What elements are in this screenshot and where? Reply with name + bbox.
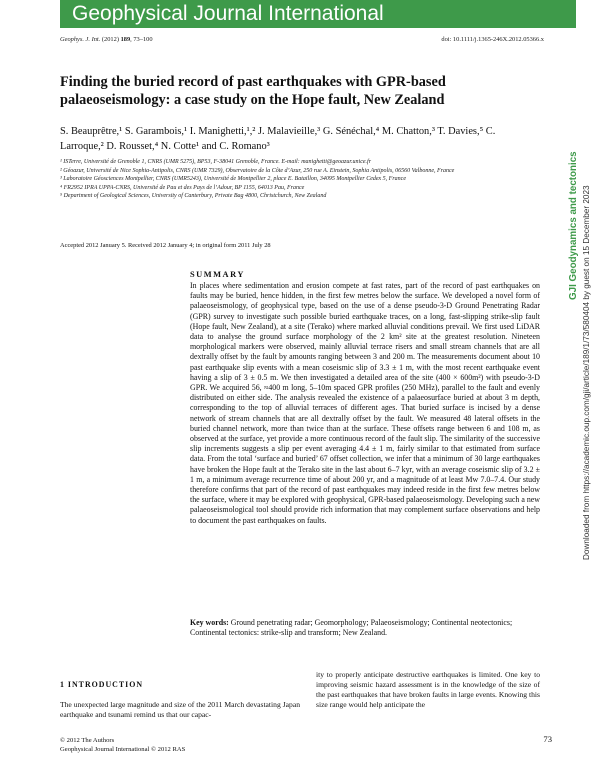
affiliations [60,158,540,201]
affiliation-item: ³ Laboratoire Géosciences Montpellier, CNRS (UMR5243), Université de Montpellier 2, place E. Bataillon, 34095 Montpellier Cedex 5, France [60,176,407,183]
copyright-line: © 2012 The Authors [60,737,115,744]
section-label-vertical: GJI Geodynamics and tectonics [568,151,579,300]
author-list: S. Beauprêtre,¹ S. Garambois,¹ I. Manighetti,¹,² J. Malavieille,³ G. Sénéchal,⁴ M. Chatton,³ T. Davies,⁵ C. Larroque,² D. Rousset,⁴ N. Cotte¹ and C. Romano³ [60,126,496,152]
affiliation-item: ² Géoazur, Université de Nice Sophia-Antipolis, CNRS (UMR 7329), Observatoire de la Côte d’Azur, 250 rue A. Einstein, Sophia Antipolis, 06560 Valbonne, France [60,167,455,174]
copyright-footer [60,736,185,754]
doi[interactable]: doi: 10.1111/j.1365-246X.2012.05366.x [441,36,544,43]
keywords [190,618,540,638]
keywords-label: Key words: [190,618,229,627]
download-notice-vertical[interactable]: Downloaded from https://academic.oup.com/gji/article/189/1/73/580404 by guest on 15 December 2023 [582,185,591,560]
introduction-column-left: The unexpected large magnitude and size of the 2011 March devastating Japan earthquake and tsunami remind us that our capac- [60,700,300,719]
citation-pages: , 73–100 [130,36,153,43]
affiliation-item: ⁵ Department of Geological Sciences, University of Canterbury, Private Bag 4800, Christchurch, New Zealand [60,193,327,200]
article-title: Finding the buried record of past earthquakes with GPR-based palaeoseismology: a case study on the Hope fault, New Zealand [60,74,446,108]
affiliation-item: ¹ ISTerre, Université de Grenoble 1, CNRS (UMR 5275), BP53, F-38041 Grenoble, France. E-mail: manighetti@geoazur.unice.fr [60,159,372,165]
accepted-dates: Accepted 2012 January 5. Received 2012 January 4; in original form 2011 July 28 [60,242,271,249]
page-number: 73 [543,734,552,744]
keywords-text: Ground penetrating radar; Geomorphology; Palaeoseismology; Continental neotectonics; Continental tectonics: strike-slip and transform; New Zealand. [190,618,513,638]
citation-volume: 189 [120,36,131,43]
summary-heading: SUMMARY [190,270,245,279]
copyright-line: Geophysical Journal International © 2012 RAS [60,746,186,753]
affiliation-item: ⁴ FR2952 IPRA UPPA-CNRS, Université de Pau et des Pays de l’Adour, BP 1155, 64013 Pau, France [60,184,305,191]
summary-text: In places where sedimentation and erosion compete at fast rates, part of the record of past earthquakes on faults may be buried, hence hidden, in the first few metres below the surface. We developed a novel form of palaeoseismology, of geophysical type, based on the use of a dense pseudo-3-D Ground Penetrating Radar (GPR) survey to investigate such possible buried earthquake traces, on a long, fast-slipping strike-slip fault (Hope fault, New Zealand), at a site (Terako) where marked alluvial conditions prevail. We first used LiDAR data to analyse the ground surface morphology of the 2 km² site at the greatest resolution. Nineteen morphological markers were observed, mainly alluvial terrace risers and small stream channels that are all dextrally offset by the fault by amounts ranging between 3 and 200 m. The measurements document about 10 past earthquake slip events with a mean coseismic slip of 3.3 ± 1 m, with the most recent earthquake event having a slip of 3 ± 0.5 m. We then investigated a detailed area of the site (400 × 600m²) with pseudo-3-D GPR. We acquired 56, ≈400 m long, 5–10m spaced GPR profiles (250 MHz), parallel to the fault and evenly distributed on either side. The analysis revealed the existence of a palaeosurface buried at about 3 m depth, corresponding to the top of alluvial terraces of different ages. That buried surface is incised by a dense network of stream channels that are all dextrally offset by the fault. We measured 48 lateral offsets in the buried channel network, more than twice than at the surface. These offsets range between 6 and 108 m, as observed at the surface, yet provide a more continuous record of the fault slip. The similarity of the successive slip increments suggests a slip per event averaging 4.4 ± 1 m, fairly similar to that estimated from surface data. From the total ‘surface and buried’ 67 offset collection, we infer that a minimum of 30 large earthquakes have broken the Hope fault at the Terako site in the last about 6–7 kyr, with an average coseismic slip of 3.2 ± 1 m, a minimum average recurrence time of about 200 yr, and a magnitude of at least Mw 7.0–7.4. Our study therefore confirms that part of the record of past earthquakes may indeed reside in the first few metres below the surface, where it may be explored with geophysical, GPR-based palaeoseismology. Developing such a new palaeoseismological tool should provide rich information that may complement surface observations and help to document the past earthquakes on faults. [190,281,540,525]
introduction-heading: 1 INTRODUCTION [60,680,144,689]
citation-year: (2012) [101,36,119,43]
journal-banner-title: Geophysical Journal International [72,2,384,25]
citation-line [60,36,153,43]
journal-abbreviation: Geophys. J. Int. [60,36,101,43]
introduction-column-right: ity to properly anticipate destructive earthquakes is limited. One key to improving seismic hazard assessment is in the knowledge of the size of the past earthquakes that have broken faults in large events. Knowing this size range would help anticipate the [316,670,540,709]
